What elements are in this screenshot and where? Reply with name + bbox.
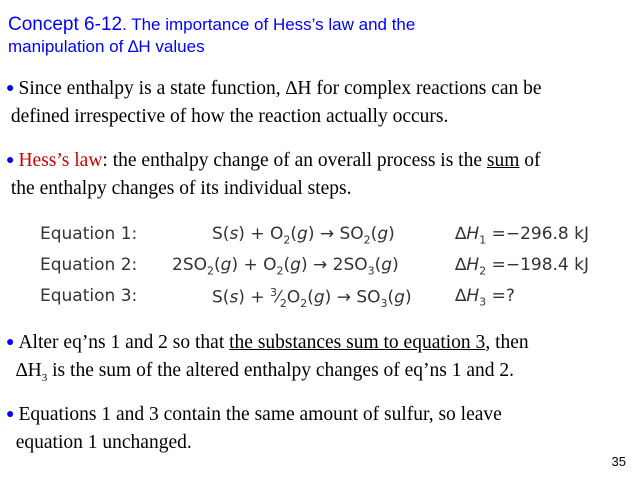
bullet-4-line-2: equation 1 unchanged. xyxy=(15,432,192,453)
delta-h: ∆H xyxy=(15,360,42,381)
enthalpy-value: ? xyxy=(505,286,515,306)
bullet-sulfur xyxy=(6,402,636,456)
enthalpy-value: −296.8 kJ xyxy=(505,224,590,244)
bullet-4-line-1: Equations 1 and 3 contain the same amount of sulfur, so leave xyxy=(18,404,502,425)
sum-word: sum xyxy=(486,150,520,171)
bullet-1-line-1: Since enthalpy is a state function, ∆H for complex reactions can be xyxy=(18,78,542,99)
bullet-3-end: , then xyxy=(485,332,529,353)
bullet-1-line-2: defined irrespective of how the reaction actually occurs. xyxy=(10,106,449,127)
delta-h-subscript: 3 xyxy=(41,371,48,384)
bullet-2-end: of xyxy=(519,150,541,171)
bullet-icon: ● xyxy=(6,81,15,96)
equation-row xyxy=(40,255,620,286)
reaction: $S(s) + ^3⁄_2O_2(g) \to SO_3(g)$ xyxy=(212,286,412,311)
enthalpy: $\Delta H_3$ = ? xyxy=(455,286,515,309)
enthalpy: $\Delta H_2$ = −198.4 kJ xyxy=(455,255,590,278)
bullet-icon: ● xyxy=(6,153,15,168)
title-line-2: manipulation of ∆H values xyxy=(8,37,205,56)
bullet-3-line-2: is the sum of the altered enthalpy changes of eq’ns 1 and 2. xyxy=(47,360,515,381)
bullet-2-line-2: the enthalpy changes of its individual steps. xyxy=(10,178,352,199)
page-number: 35 xyxy=(611,454,626,469)
bullet-state-function xyxy=(6,76,636,130)
bullet-icon: ● xyxy=(6,407,15,422)
bullet-3-underlined: the substances sum to equation 3 xyxy=(229,332,486,353)
concept-label: Concept 6-12 xyxy=(8,14,123,35)
equation-label: Equation 3: xyxy=(40,286,138,306)
slide-title xyxy=(8,14,628,58)
title-line-1: . The importance of Hess’s law and the xyxy=(122,15,416,34)
equation-row xyxy=(40,286,620,317)
reaction: $2SO_2(g) + O_2(g) \to 2SO_3(g)$ xyxy=(172,255,399,278)
enthalpy-value: −198.4 kJ xyxy=(505,255,590,275)
enthalpy: $\Delta H_1$ = −296.8 kJ xyxy=(455,224,590,247)
bullet-3-start: Alter eq’ns 1 and 2 so that xyxy=(18,332,230,353)
reaction: $S(s) + O_2(g) \to SO_2(g)$ xyxy=(212,224,395,247)
bullet-icon: ● xyxy=(6,335,15,350)
equation-row xyxy=(40,224,620,255)
bullet-alter-equations xyxy=(6,330,636,391)
hess-law-term: Hess’s law xyxy=(18,150,103,171)
bullet-hess-law xyxy=(6,148,636,202)
bullet-2-mid: : the enthalpy change of an overall process is the xyxy=(102,150,487,171)
equation-label: Equation 2: xyxy=(40,255,138,275)
equation-label: Equation 1: xyxy=(40,224,138,244)
